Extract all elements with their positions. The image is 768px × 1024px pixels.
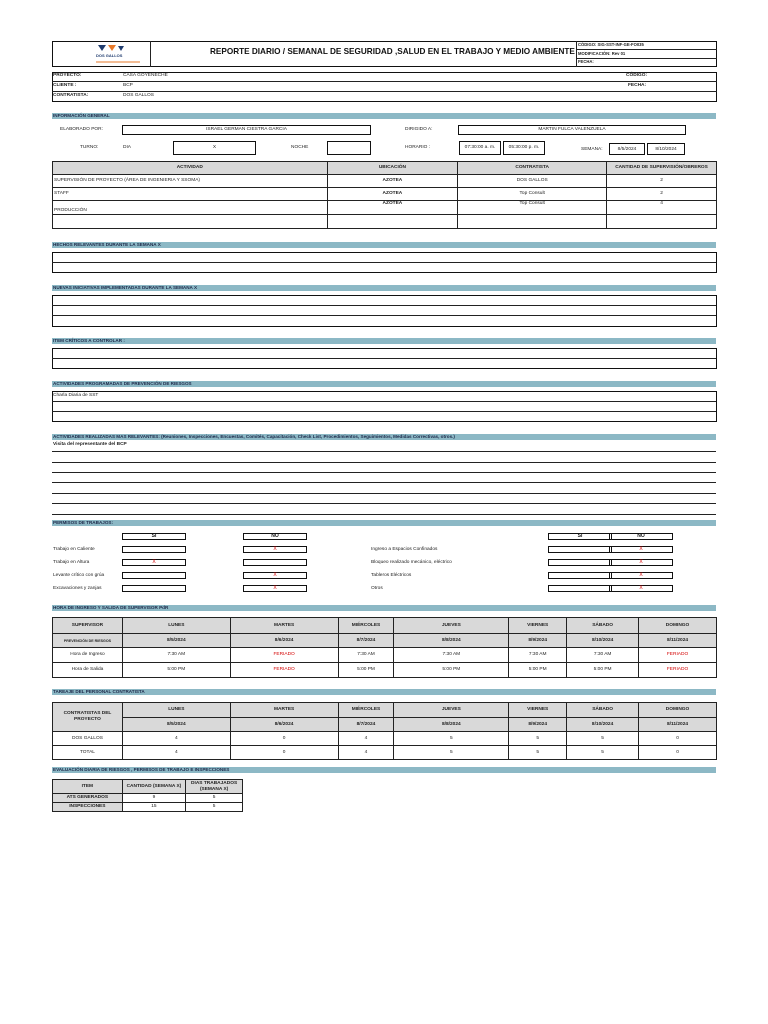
table-cell xyxy=(53,215,328,229)
proyecto-value: CASA GOYENECHE xyxy=(123,73,168,78)
semana-end: 8/10/2024 xyxy=(655,147,677,152)
table-cell: DOMINGO xyxy=(639,703,717,718)
permiso-no-checkbox[interactable]: X xyxy=(609,546,673,553)
permiso-no-checkbox[interactable]: X xyxy=(243,546,307,553)
table-cell: 8/11/2024 xyxy=(639,634,717,648)
table-cell: 8/7/2024 xyxy=(338,718,394,732)
document-code: CÓDIGO: SIG-SST-INF-GE-FO035 xyxy=(578,42,644,47)
logo-text: DOS GALLOS xyxy=(96,53,123,58)
table-cell: DOS GALLOS xyxy=(53,732,123,746)
table-cell: 9 xyxy=(122,794,186,803)
divider-line xyxy=(52,451,716,452)
table-cell: 7:30 AM xyxy=(567,648,639,663)
permiso-si-checkbox[interactable] xyxy=(122,585,186,592)
table-cell: 15 xyxy=(122,803,186,812)
activity-header: ACTIVIDAD xyxy=(53,162,328,175)
table-cell: 2 xyxy=(607,188,717,201)
section-criticos: ITEM CRÍTICOS A CONTROLAR : xyxy=(52,338,716,344)
table-cell: FERIADO xyxy=(639,648,717,663)
supervisor-table xyxy=(52,617,717,678)
table-cell: 5 xyxy=(509,732,567,746)
table-cell: MARTES xyxy=(230,618,338,634)
table-cell: PRODUCCIÓN xyxy=(53,201,328,215)
divider-line xyxy=(52,315,716,316)
table-cell: 4 xyxy=(338,732,394,746)
table-cell xyxy=(458,215,607,229)
permisos-no-header-left: NO xyxy=(243,533,307,540)
table-cell: 8/7/2024 xyxy=(338,634,394,648)
table-cell: 0 xyxy=(230,732,338,746)
table-cell: 5 xyxy=(394,732,509,746)
table-cell: 8/6/2024 xyxy=(230,634,338,648)
table-row xyxy=(53,732,717,746)
table-cell: PREVENCIÓN DE RIESGOS xyxy=(53,634,123,648)
table-cell: 8/10/2024 xyxy=(567,634,639,648)
table-cell: 8/6/2024 xyxy=(230,718,338,732)
semana-start: 8/5/2024 xyxy=(617,147,637,152)
divider-line xyxy=(150,41,151,67)
table-cell: Hora de Salida xyxy=(53,663,123,678)
section-iniciativas: NUEVAS INICIATIVAS IMPLEMENTADAS DURANTE LA SEMANA X xyxy=(52,285,716,291)
table-cell: AZOTEA xyxy=(327,188,458,201)
table-row xyxy=(53,648,717,663)
realizadas-item: Visita del representante del BCP xyxy=(53,442,127,447)
table-row xyxy=(53,663,717,678)
permiso-si-checkbox[interactable] xyxy=(122,546,186,553)
noche-field[interactable] xyxy=(327,141,371,155)
table-cell: 8/10/2024 xyxy=(567,718,639,732)
table-cell: 7:30 AM xyxy=(122,648,230,663)
permiso-label: Trabajo en Caliente xyxy=(53,547,95,552)
permisos-no-header-right: NO xyxy=(609,533,673,540)
table-cell: LUNES xyxy=(122,618,230,634)
table-cell: STAFF xyxy=(53,188,328,201)
table-cell: 5 xyxy=(186,803,243,812)
permisos-si-header-right: SI xyxy=(548,533,612,540)
table-cell: 8/8/2024 xyxy=(394,718,509,732)
permiso-no-checkbox[interactable]: X xyxy=(609,585,673,592)
permiso-si-checkbox[interactable] xyxy=(122,572,186,579)
table-cell: 5 xyxy=(186,794,243,803)
divider-line xyxy=(52,472,716,473)
document-date: FECHA: xyxy=(578,59,594,64)
horario-end: 05:30:00 p. m. xyxy=(508,145,540,150)
divider-line xyxy=(576,41,577,67)
table-cell: 4 xyxy=(122,746,230,760)
table-cell: 5 xyxy=(509,746,567,760)
table-cell: JUEVES xyxy=(394,618,509,634)
divider-line xyxy=(52,358,716,359)
permiso-no-checkbox[interactable]: X xyxy=(243,585,307,592)
table-cell: 5:00 PM xyxy=(567,663,639,678)
section-tareaje: TAREAJE DEL PERSONAL CONTRATISTA xyxy=(52,689,716,695)
table-cell: LUNES xyxy=(122,703,230,718)
table-cell: SUPERVISOR xyxy=(53,618,123,634)
table-cell: 8/5/2024 xyxy=(122,634,230,648)
evaluation-table xyxy=(52,779,243,812)
table-cell: ATS GENERADOS xyxy=(53,794,123,803)
table-cell: FERIADO xyxy=(230,663,338,678)
elaborado-label: ELABORADO POR: xyxy=(60,127,103,132)
table-cell: ITEM xyxy=(53,780,123,794)
table-cell: 7:30 AM xyxy=(394,648,509,663)
table-cell: 8/9/2024 xyxy=(509,634,567,648)
table-cell: TOTAL xyxy=(53,746,123,760)
table-cell: SUPERVISIÓN DE PROYECTO (ÁREA DE INGENIERIA Y SSOMA) xyxy=(53,175,328,188)
permiso-si-checkbox[interactable]: X xyxy=(122,559,186,566)
table-cell: 8/9/2024 xyxy=(509,718,567,732)
contractor-header: CONTRATISTA xyxy=(458,162,607,175)
dia-label: DIA xyxy=(123,145,131,150)
tareaje-table xyxy=(52,702,717,760)
table-cell xyxy=(607,215,717,229)
permiso-si-checkbox[interactable] xyxy=(548,559,612,566)
divider-line xyxy=(52,482,716,483)
table-cell: 4 xyxy=(607,201,717,215)
table-cell: 5:00 PM xyxy=(338,663,394,678)
table-cell: 7:30 AM xyxy=(338,648,394,663)
report-title: REPORTE DIARIO / SEMANAL DE SEGURIDAD ,SALUD EN EL TRABAJO Y MEDIO AMBIENTE xyxy=(210,47,575,56)
fecha-label: FECHA: xyxy=(628,83,647,88)
table-row xyxy=(53,175,717,188)
section-realizadas: ACTIVIDADES REALIZADAS MAS RELEVANTES: (Reuniones, Inspecciones, Encuestas, Comités, Capacitación, Check List, Procedimientos, Seguimientos, Medidas Correctivas, otros.) xyxy=(52,434,716,440)
table-cell: JUEVES xyxy=(394,703,509,718)
table-cell: Top Consult xyxy=(458,201,607,215)
table-cell: MIÉRCOLES xyxy=(338,703,394,718)
permiso-no-checkbox[interactable]: X xyxy=(243,572,307,579)
quantity-header: CANTIDAD DE SUPERVISIÓN/OBREROS xyxy=(607,162,717,175)
programadas-item: Charla Diaria de SST xyxy=(53,393,99,398)
permiso-no-checkbox[interactable]: X xyxy=(609,572,673,579)
table-cell: 8/5/2024 xyxy=(122,718,230,732)
cliente-label: CLIENTE : xyxy=(53,83,77,88)
table-cell: 4 xyxy=(122,732,230,746)
table-cell: 8/8/2024 xyxy=(394,634,509,648)
divider-line xyxy=(52,411,716,412)
permiso-label: Bloqueo realizado mecánico, eléctrico xyxy=(371,560,452,565)
company-logo xyxy=(94,43,142,65)
table-cell: DOS GALLOS xyxy=(458,175,607,188)
table-cell: 4 xyxy=(338,746,394,760)
activity-table xyxy=(52,161,717,229)
table-cell: CONTRATISTAS DEL PROYECTO xyxy=(53,703,123,732)
table-cell: 0 xyxy=(639,746,717,760)
table-cell: 5 xyxy=(567,746,639,760)
section-permisos: PERMISOS DE TRABAJOS: xyxy=(52,520,716,526)
divider-line xyxy=(52,462,716,463)
contratista-label: CONTRATISTA: xyxy=(53,93,89,98)
section-hora-supervisor: HORA DE INGRESO Y SALIDA DE SUPERVISOR PdR xyxy=(52,605,716,611)
turno-label: TURNO: xyxy=(80,145,99,150)
dirigido-label: DIRIGIDO A: xyxy=(405,127,433,132)
table-cell: FERIADO xyxy=(230,648,338,663)
table-cell: 5:00 PM xyxy=(122,663,230,678)
table-cell: SÁBADO xyxy=(567,618,639,634)
divider-line xyxy=(52,305,716,306)
permiso-si-checkbox[interactable] xyxy=(548,585,612,592)
table-cell: SÁBADO xyxy=(567,703,639,718)
section-programadas: ACTIVIDADES PROGRAMADAS DE PREVENCIÓN DE RIESGOS xyxy=(52,381,716,387)
table-row xyxy=(53,803,243,812)
table-cell: DOMINGO xyxy=(639,618,717,634)
table-cell: MIÉRCOLES xyxy=(338,618,394,634)
permiso-no-checkbox[interactable]: X xyxy=(609,559,673,566)
section-evaluacion: EVALUACIÓN DIARIA DE RIESGOS , PERMISOS DE TRABAJO E INSPECCIONES xyxy=(52,767,716,773)
table-cell: VIERNES xyxy=(509,703,567,718)
table-cell: INSPECCIONES xyxy=(53,803,123,812)
noche-label: NOCHE xyxy=(291,145,309,150)
permiso-si-checkbox[interactable] xyxy=(548,546,612,553)
cliente-value: BCP xyxy=(123,83,133,88)
table-cell: VIERNES xyxy=(509,618,567,634)
divider-line xyxy=(52,503,716,504)
table-cell: AZOTEA xyxy=(327,175,458,188)
table-row xyxy=(53,201,717,215)
table-row xyxy=(53,794,243,803)
dirigido-value: MARTIN FULCA VALENZUELA xyxy=(538,127,606,132)
codigo-label: CÓDIGO: xyxy=(626,73,648,78)
table-cell: Top Consult xyxy=(458,188,607,201)
permiso-label: Ingreso a Espacios Confinados xyxy=(371,547,438,552)
divider-line xyxy=(52,401,716,402)
proyecto-label: PROYECTO: xyxy=(53,73,82,78)
permiso-no-checkbox[interactable] xyxy=(243,559,307,566)
table-cell: 5:00 PM xyxy=(394,663,509,678)
semana-label: SEMANA: xyxy=(581,147,603,152)
table-cell: 0 xyxy=(639,732,717,746)
location-header: UBICACIÓN xyxy=(327,162,458,175)
table-cell: MARTES xyxy=(230,703,338,718)
iniciativas-field[interactable] xyxy=(52,295,717,327)
table-cell: CANTIDAD (SEMANA X) xyxy=(122,780,186,794)
table-cell: 7:30 AM xyxy=(509,648,567,663)
programadas-field[interactable] xyxy=(52,391,717,422)
elaborado-value: ISRAEL GERMAN CIESTRA GARCIA xyxy=(206,127,287,132)
permiso-label: Trabajo en Altura xyxy=(53,560,90,565)
table-row xyxy=(53,188,717,201)
document-revision: MODIFICACIÓN: Rev 01 xyxy=(578,51,626,56)
table-cell: 2 xyxy=(607,175,717,188)
table-cell: AZOTEA xyxy=(327,201,458,215)
table-row xyxy=(53,746,717,760)
permiso-si-checkbox[interactable] xyxy=(548,572,612,579)
table-cell: 0 xyxy=(230,746,338,760)
horario-label: HORARIO : xyxy=(405,145,431,150)
table-cell: Hora de Ingreso xyxy=(53,648,123,663)
contratista-value: DOS GALLOS xyxy=(123,93,154,98)
section-informacion-general: INFORMACIÓN GENERAL xyxy=(52,113,716,119)
table-cell: DIAS TRABAJADOS (SEMANA X) xyxy=(186,780,243,794)
table-cell: 5 xyxy=(567,732,639,746)
divider-line xyxy=(52,514,716,515)
horario-start: 07:30:00 a. m. xyxy=(464,145,496,150)
permiso-label: Tableros Eléctricos xyxy=(371,573,412,578)
table-cell: 8/11/2024 xyxy=(639,718,717,732)
table-cell xyxy=(327,215,458,229)
permisos-si-header-left: SI xyxy=(122,533,186,540)
permiso-label: Otros xyxy=(371,586,383,591)
table-cell: FERIADO xyxy=(639,663,717,678)
dia-value: X xyxy=(212,145,217,150)
table-cell: 5:00 PM xyxy=(509,663,567,678)
permiso-label: Excavaciones y zanjas xyxy=(53,586,102,591)
divider-line xyxy=(52,493,716,494)
section-hechos: HECHOS RELEVANTES DURANTE LA SEMANA X xyxy=(52,242,716,248)
table-cell: 5 xyxy=(394,746,509,760)
divider-line xyxy=(52,262,716,263)
permiso-label: Levante crítico con grúa xyxy=(53,573,105,578)
